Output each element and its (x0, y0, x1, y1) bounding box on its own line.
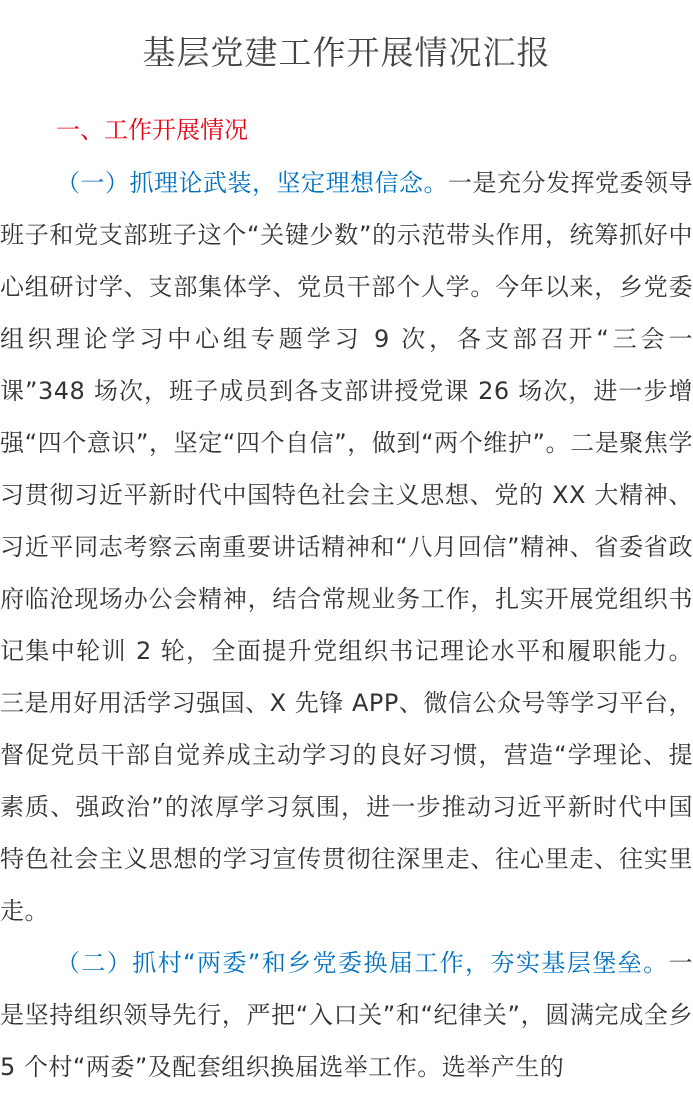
paragraph-election-work (0, 937, 693, 1093)
subsection-heading-1: （一）抓理论武装，坚定理想信念。 (56, 169, 448, 197)
paragraph-body-1: 一是充分发挥党委领导班子和党支部班子这个“关键少数”的示范带头作用，统筹抓好中心组研讨学、支部集体学、党员干部个人学。今年以来，乡党委组织理论学习中心组专题学习 9 次，各支部召开“三会一课”348 场次，班子成员到各支部讲授党课 26 场次，进一步增强“四个意识”，坚定“四个自信”，做到“两个维护”。二是聚焦学习贯彻习近平新时代中国特色社会主义思想、党的 XX 大精神、习近平同志考察云南重要讲话精神和“八月回信”精神、省委省政府临沧现场办公会精神，结合常规业务工作，扎实开展党组织书记集中轮训 2 轮，全面提升党组织书记理论水平和履职能力。三是用好用活学习强国、X 先锋 APP、微信公众号等学习平台，督促党员干部自觉养成主动学习的良好习惯，营造“学理论、提素质、强政治”的浓厚学习氛围，进一步推动习近平新时代中国特色社会主义思想的学习宣传贯彻往深里走、往心里走、往实里走。 (0, 169, 693, 925)
section-heading: 一、工作开展情况 (56, 116, 248, 144)
paragraph-theory-arming (0, 157, 693, 937)
document-title: 基层党建工作开展情况汇报 (142, 33, 551, 72)
subsection-heading-2: （二）抓村“两委”和乡党委换届工作，夯实基层堡垒。 (56, 949, 669, 977)
paragraph-body-2: 一是坚持组织领导先行，严把“入口关”和“纪律关”，圆满完成全乡 5 个村“两委”及配套组织换届选举工作。选举产生的 (0, 949, 693, 1081)
